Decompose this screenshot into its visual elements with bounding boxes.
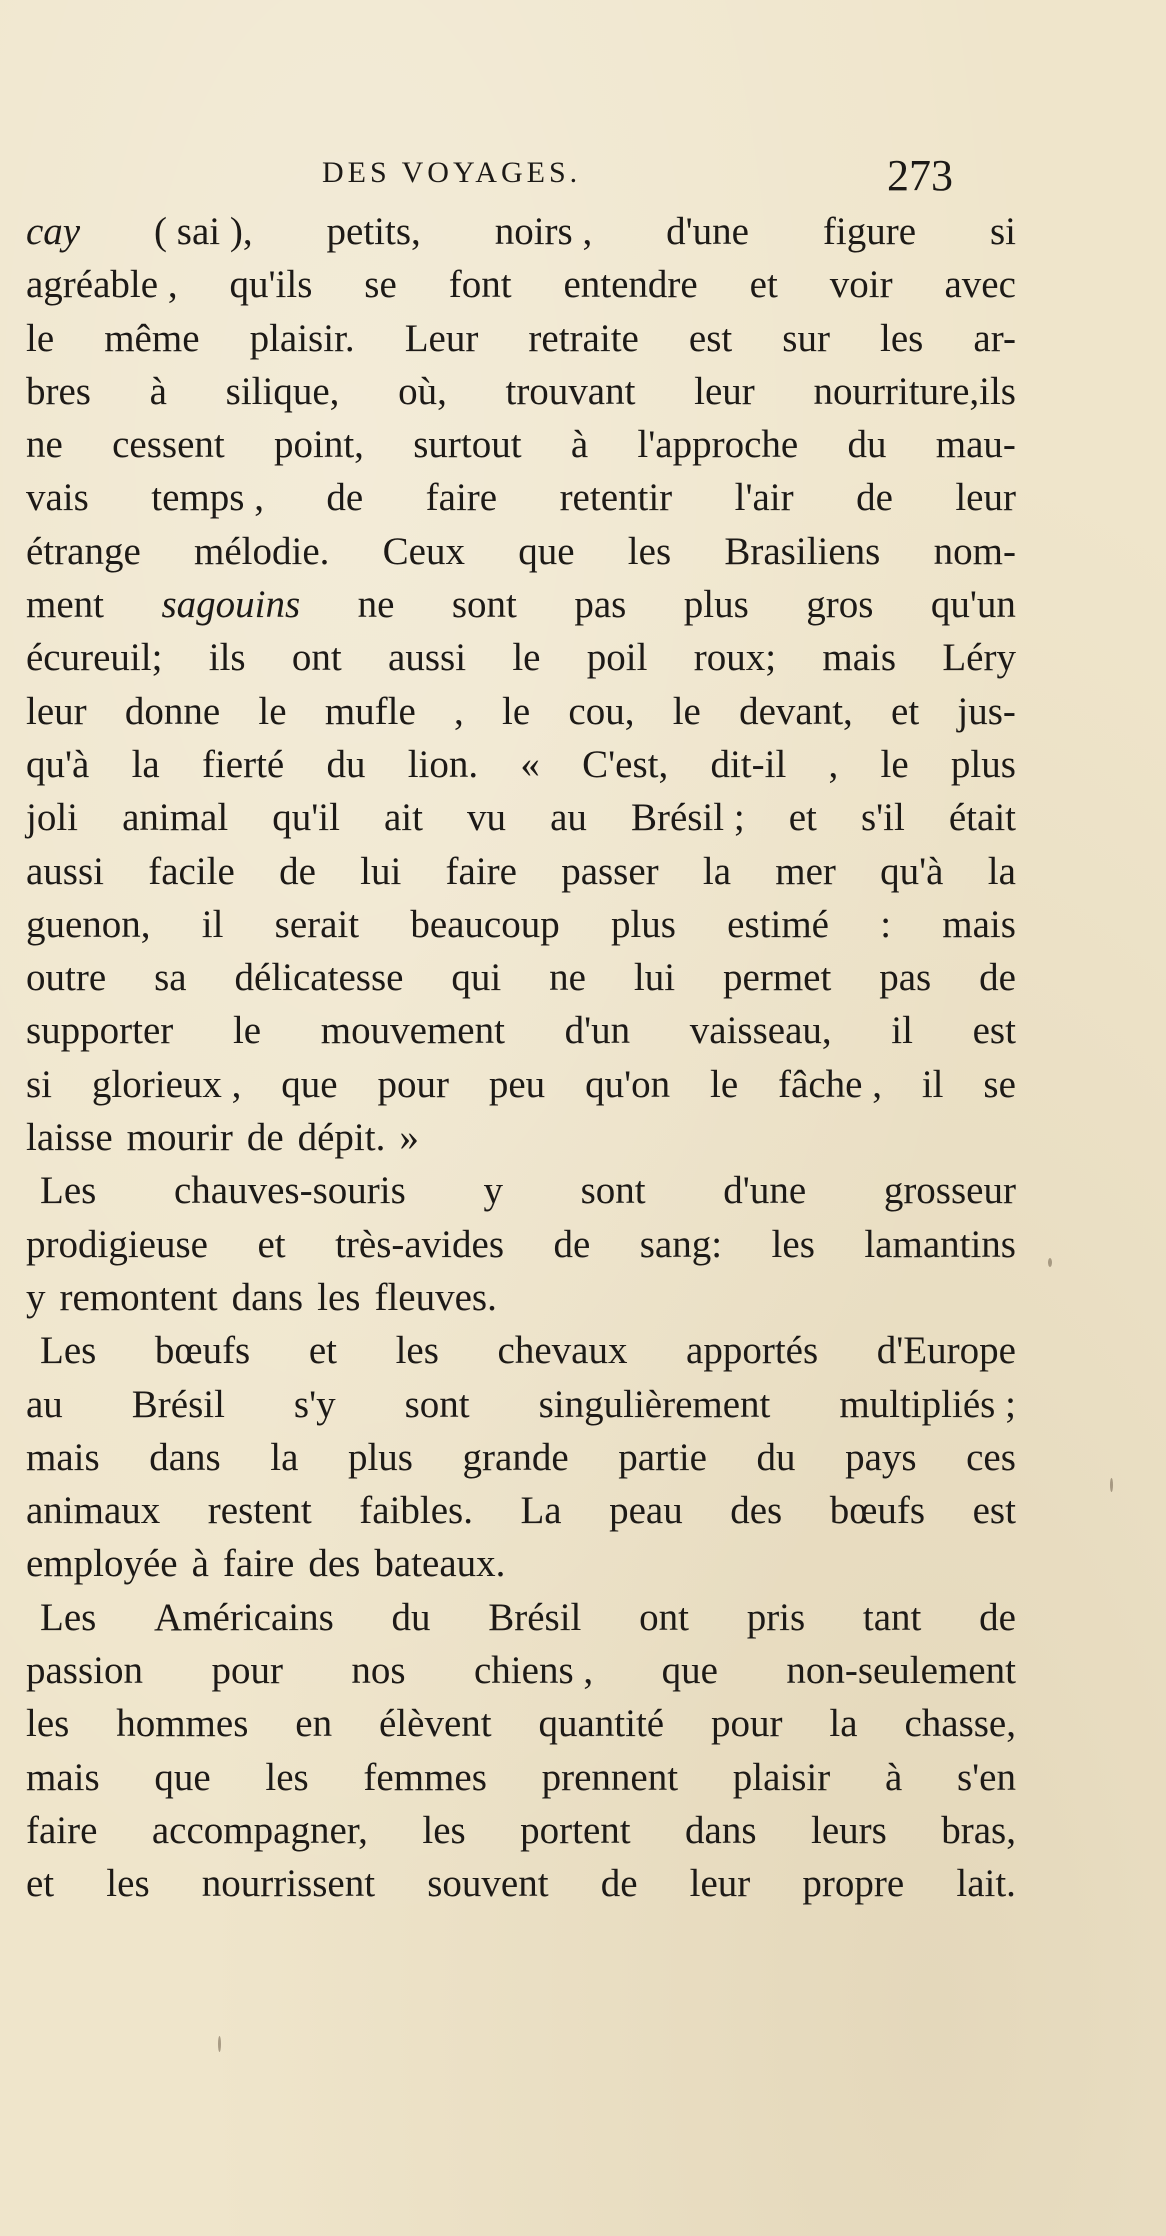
word: grande <box>462 1435 569 1479</box>
word: ne <box>357 583 395 627</box>
word: y <box>26 1275 46 1319</box>
word: où, <box>398 369 447 413</box>
word: les <box>627 529 672 573</box>
word: laisse <box>26 1116 113 1160</box>
word: écureuil; <box>26 636 163 680</box>
word: que <box>518 529 575 573</box>
word: leurs <box>810 1808 887 1852</box>
word: est <box>972 1009 1016 1053</box>
word: du <box>847 423 887 467</box>
word: et <box>749 263 778 307</box>
word: chiens , <box>474 1649 594 1693</box>
word: nourrissent <box>201 1862 376 1906</box>
word: ait <box>384 796 423 840</box>
word: surtout <box>413 423 522 467</box>
word: et <box>308 1329 337 1373</box>
word: voir <box>829 263 893 307</box>
word: les <box>26 1702 70 1746</box>
text-line <box>26 1058 1016 1111</box>
word: dans <box>231 1275 304 1319</box>
word: étrange <box>26 529 141 573</box>
word: font <box>448 263 512 307</box>
word: lion. <box>407 742 479 786</box>
text-line <box>26 1271 1016 1324</box>
word: leur <box>694 369 755 413</box>
word: les <box>317 1275 361 1319</box>
word: remontent <box>59 1275 218 1319</box>
word: faire <box>26 1808 98 1852</box>
word: que <box>154 1755 211 1799</box>
word: noirs , <box>494 210 593 253</box>
word: qu'ils <box>229 263 313 307</box>
word: restent <box>207 1489 312 1533</box>
word: aussi <box>26 849 104 893</box>
word: plaisir <box>732 1755 831 1799</box>
word: apportés <box>686 1329 819 1373</box>
word: mais <box>26 1755 100 1799</box>
word: vais <box>26 476 89 520</box>
word: le <box>672 689 701 733</box>
word: sur <box>782 316 830 360</box>
word: roux; <box>693 636 777 680</box>
word: fâche , <box>778 1062 882 1106</box>
word: au <box>26 1382 63 1426</box>
word: trouvant <box>505 369 636 413</box>
word: Les <box>40 1329 97 1373</box>
word: glorieux , <box>91 1062 242 1106</box>
word: ces <box>966 1435 1016 1479</box>
word: les <box>771 1222 815 1266</box>
word: les <box>880 316 924 360</box>
word: le <box>709 1062 739 1106</box>
body-text <box>26 205 1016 1911</box>
word: outre <box>26 956 107 1000</box>
word: qui <box>451 956 502 1000</box>
word: de <box>279 849 316 893</box>
word: figure <box>822 210 917 253</box>
word: et <box>891 689 920 733</box>
word: dans <box>149 1435 221 1479</box>
word: qu'un <box>930 583 1016 627</box>
paper-speck <box>1048 1258 1052 1267</box>
word: Brasiliens <box>724 529 881 573</box>
word: de <box>600 1862 638 1906</box>
word: très-avides <box>335 1222 504 1266</box>
word: grosseur <box>883 1169 1016 1213</box>
word: lui <box>360 849 402 893</box>
word: devant, <box>739 689 853 733</box>
word: que <box>281 1062 338 1106</box>
word: multipliés ; <box>839 1382 1016 1426</box>
word: tant <box>862 1595 922 1639</box>
word: ont <box>291 636 342 680</box>
word: dit-il <box>710 742 787 786</box>
text-line <box>26 1004 1016 1057</box>
word: et <box>257 1222 286 1266</box>
word: , <box>828 742 839 786</box>
text-line <box>26 1591 1016 1644</box>
page-header <box>0 150 1166 200</box>
word: temps , <box>151 476 264 520</box>
word: le <box>232 1009 262 1053</box>
word: poil <box>586 636 648 680</box>
word: bres <box>26 369 91 413</box>
word: au <box>550 796 587 840</box>
text-line <box>26 312 1016 365</box>
text-line <box>26 685 1016 738</box>
word: faire <box>445 849 517 893</box>
word: animaux <box>26 1489 161 1533</box>
word: estimé <box>727 902 829 946</box>
word: même <box>104 316 200 360</box>
word: le <box>512 636 541 680</box>
word: vu <box>467 796 507 840</box>
word: d'une <box>723 1169 807 1213</box>
word: Ceux <box>382 529 465 573</box>
word: hommes <box>116 1702 249 1746</box>
word: d'une <box>666 210 749 253</box>
word: animal <box>122 796 229 840</box>
word: et <box>788 796 817 840</box>
word: sont <box>404 1382 470 1426</box>
word: retraite <box>528 316 639 360</box>
word: Brésil ; <box>630 796 745 840</box>
word: Léry <box>942 636 1016 680</box>
word: pays <box>845 1435 917 1479</box>
word: la <box>131 742 160 786</box>
word: de <box>979 1595 1016 1639</box>
word: silique, <box>225 369 340 413</box>
running-head: DES VOYAGES. <box>322 156 582 189</box>
word: portent <box>520 1808 631 1852</box>
word: délicatesse <box>234 956 404 1000</box>
word: en <box>295 1702 333 1746</box>
word: fleuves. <box>374 1275 497 1319</box>
word: le <box>880 742 909 786</box>
word: plus <box>347 1435 413 1479</box>
text-line <box>26 1484 1016 1537</box>
text-line <box>26 418 1016 471</box>
word: guenon, <box>26 902 151 946</box>
word: femmes <box>363 1755 487 1799</box>
text-line <box>26 1804 1016 1857</box>
word: la <box>987 849 1016 893</box>
word: élèvent <box>378 1702 492 1746</box>
text-line <box>26 258 1016 311</box>
word: sagouins <box>161 583 301 627</box>
word: joli <box>26 796 79 840</box>
word: jus- <box>957 689 1016 733</box>
word: non-seulement <box>786 1649 1016 1693</box>
word: gros <box>806 583 874 627</box>
word: du <box>391 1595 431 1639</box>
text-line <box>26 1644 1016 1697</box>
word: plaisir. <box>249 316 355 360</box>
word: mélodie. <box>194 529 330 573</box>
word: que <box>661 1649 718 1693</box>
word: il <box>891 1009 913 1053</box>
word: employée <box>26 1542 178 1586</box>
text-line <box>26 1378 1016 1431</box>
word: quantité <box>538 1702 665 1746</box>
word: la <box>829 1702 858 1746</box>
word: pas <box>879 956 932 1000</box>
word: leur <box>26 689 87 733</box>
word: pour <box>711 1702 783 1746</box>
word: est <box>688 316 733 360</box>
word: ne <box>549 956 586 1000</box>
text-line <box>26 205 1016 258</box>
word: les <box>422 1808 466 1852</box>
word: et <box>26 1862 55 1906</box>
word: lait. <box>956 1862 1016 1906</box>
word: faibles. <box>359 1489 473 1533</box>
word: agréable , <box>26 263 178 307</box>
word: à <box>149 369 167 413</box>
word: cessent <box>112 423 225 467</box>
word: bateaux. <box>374 1542 506 1586</box>
word: avec <box>944 263 1016 307</box>
word: prodigieuse <box>26 1222 208 1266</box>
word: plus <box>950 742 1016 786</box>
word: mau- <box>935 423 1016 467</box>
word: La <box>520 1489 562 1533</box>
word: bras, <box>941 1808 1016 1852</box>
word: Brésil <box>131 1382 225 1426</box>
word: » <box>399 1116 419 1160</box>
word: le <box>26 316 55 360</box>
word: ar- <box>973 316 1016 360</box>
word: mais <box>26 1435 100 1479</box>
word: le <box>258 689 287 733</box>
text-line <box>26 845 1016 898</box>
word: passion <box>26 1649 143 1693</box>
word: retentir <box>559 476 673 520</box>
word: mer <box>775 849 836 893</box>
word: bœufs <box>829 1489 926 1533</box>
word: petits, <box>326 210 421 253</box>
word: peu <box>488 1062 546 1106</box>
word: ( sai ), <box>154 210 253 253</box>
word: sont <box>580 1169 646 1213</box>
word: qu'à <box>880 849 944 893</box>
text-line <box>26 1537 1016 1590</box>
text-line <box>26 791 1016 844</box>
text-line <box>26 738 1016 791</box>
word: propre <box>802 1862 905 1906</box>
word: mais <box>822 636 897 680</box>
word: à <box>570 423 589 467</box>
word: cou, <box>568 689 635 733</box>
word: facile <box>148 849 235 893</box>
word: se <box>983 1062 1016 1106</box>
text-line <box>26 1751 1016 1804</box>
word: de <box>553 1222 591 1266</box>
word: de <box>856 476 893 520</box>
word: sang: <box>639 1222 723 1266</box>
text-line <box>26 1431 1016 1484</box>
word: si <box>26 1062 53 1106</box>
word: ne <box>26 423 63 467</box>
word: ont <box>639 1595 689 1639</box>
text-line <box>26 578 1016 631</box>
word: y <box>483 1169 503 1213</box>
word: des <box>730 1489 783 1533</box>
word: Les <box>40 1595 97 1639</box>
word: mouvement <box>320 1009 505 1053</box>
word: point, <box>274 423 364 467</box>
word: fierté <box>201 742 285 786</box>
text-line <box>26 1111 1016 1164</box>
word: de <box>326 476 364 520</box>
word: cay <box>26 210 81 253</box>
word: si <box>989 210 1016 253</box>
word: le <box>502 689 531 733</box>
word: ment <box>26 583 104 627</box>
word: peau <box>609 1489 683 1533</box>
word: était <box>948 796 1016 840</box>
word: ils <box>208 636 246 680</box>
word: il <box>921 1062 944 1106</box>
word: d'Europe <box>876 1329 1016 1373</box>
word: l'approche <box>637 423 799 467</box>
text-line <box>26 898 1016 951</box>
word: plus <box>683 583 749 627</box>
word: qu'on <box>585 1062 671 1106</box>
word: s'en <box>956 1755 1016 1799</box>
word: du <box>326 742 366 786</box>
word: chevaux <box>497 1329 628 1373</box>
word: sa <box>154 956 187 1000</box>
text-line <box>26 1324 1016 1377</box>
word: à <box>884 1755 903 1799</box>
word: permet <box>723 956 832 1000</box>
word: sont <box>451 583 517 627</box>
text-line <box>26 951 1016 1004</box>
word: Leur <box>404 316 479 360</box>
word: passer <box>561 849 659 893</box>
word: mufle <box>324 689 416 733</box>
word: mais <box>942 902 1016 946</box>
word: qu'il <box>272 796 340 840</box>
word: qu'à <box>26 742 90 786</box>
word: beaucoup <box>410 902 560 946</box>
word: Brésil <box>488 1595 582 1639</box>
word: lamantins <box>864 1222 1016 1266</box>
word: du <box>756 1435 796 1479</box>
word: singulièrement <box>538 1382 771 1426</box>
word: mourir <box>126 1116 233 1160</box>
word: pas <box>574 583 627 627</box>
word: faire <box>425 476 498 520</box>
word: d'un <box>564 1009 631 1053</box>
word: serait <box>274 902 360 946</box>
word: aussi <box>388 636 467 680</box>
text-line <box>26 1164 1016 1217</box>
word: plus <box>610 902 676 946</box>
word: leur <box>955 476 1016 520</box>
word: , <box>454 689 464 733</box>
text-line <box>26 471 1016 524</box>
word: chasse, <box>904 1702 1016 1746</box>
word: les <box>395 1329 439 1373</box>
word: s'il <box>860 796 905 840</box>
word: l'air <box>734 476 794 520</box>
word: chauves-souris <box>173 1169 406 1213</box>
text-line <box>26 1857 1016 1910</box>
word: vaisseau, <box>689 1009 832 1053</box>
text-line <box>26 631 1016 684</box>
text-line <box>26 365 1016 418</box>
word: partie <box>618 1435 707 1479</box>
word: « <box>520 742 540 786</box>
paper-speck <box>1110 1478 1113 1492</box>
word: s'y <box>293 1382 336 1426</box>
word: dans <box>685 1808 757 1852</box>
word: Les <box>40 1169 97 1213</box>
word: nourriture,ils <box>813 369 1016 413</box>
word: lui <box>633 956 676 1000</box>
word: Américains <box>154 1595 334 1639</box>
word: pris <box>746 1595 806 1639</box>
word: : <box>880 902 892 946</box>
word: faire <box>222 1542 295 1586</box>
word: pour <box>211 1649 283 1693</box>
word: nom- <box>933 529 1016 573</box>
word: les <box>106 1862 150 1906</box>
word: la <box>270 1435 299 1479</box>
word: pour <box>377 1062 449 1106</box>
word: est <box>972 1489 1016 1533</box>
word: des <box>308 1542 361 1586</box>
word: prennent <box>541 1755 679 1799</box>
word: nos <box>351 1649 406 1693</box>
text-line <box>26 1697 1016 1750</box>
word: leur <box>689 1862 751 1906</box>
word: de <box>979 956 1016 1000</box>
word: à <box>191 1542 209 1586</box>
word: entendre <box>563 263 698 307</box>
page-number: 273 <box>887 151 953 200</box>
text-line <box>26 525 1016 578</box>
word: donne <box>124 689 221 733</box>
word: bœufs <box>154 1329 251 1373</box>
word: supporter <box>26 1009 174 1053</box>
word: C'est, <box>582 742 669 786</box>
word: de <box>246 1116 284 1160</box>
paper-speck <box>218 2036 221 2052</box>
text-line <box>26 1218 1016 1271</box>
word: se <box>364 263 397 307</box>
word: souvent <box>427 1862 549 1906</box>
word: il <box>201 902 224 946</box>
word: la <box>702 849 732 893</box>
word: dépit. <box>297 1116 386 1160</box>
word: les <box>265 1755 309 1799</box>
word: accompagner, <box>151 1808 368 1852</box>
